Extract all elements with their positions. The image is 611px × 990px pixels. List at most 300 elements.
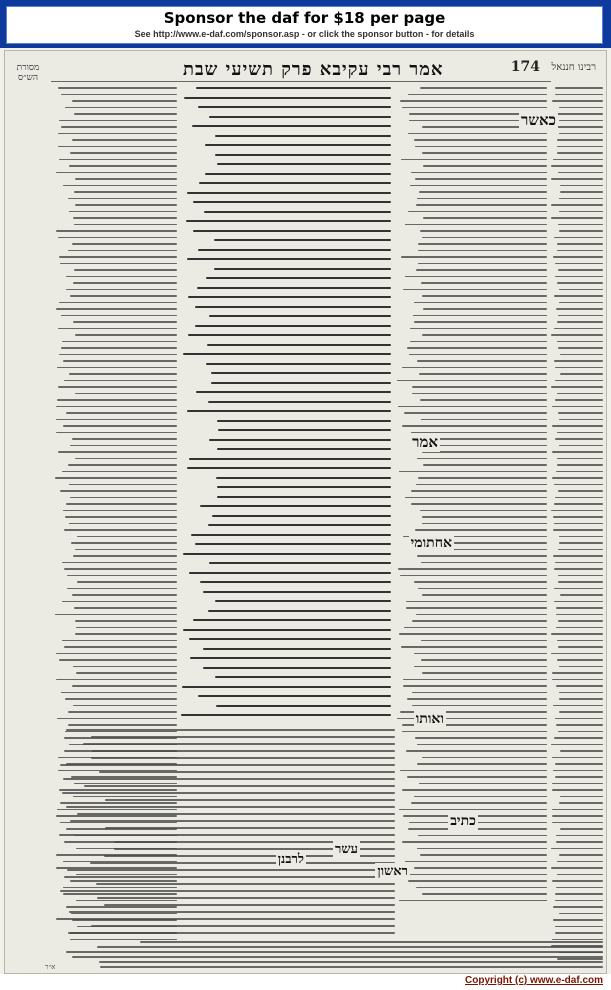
- sponsor-subtitle[interactable]: See http://www.e-daf.com/sponsor.asp - or click the sponsor button - for details: [134, 29, 475, 39]
- text-line: [559, 802, 603, 804]
- text-line: [195, 306, 391, 308]
- text-line: [553, 159, 603, 161]
- text-line: [75, 633, 177, 635]
- text-line: [217, 420, 391, 422]
- text-line: [60, 764, 395, 766]
- text-line: [553, 529, 603, 531]
- text-line: [559, 419, 603, 421]
- text-line: [91, 736, 395, 738]
- text-line: [75, 549, 177, 551]
- text-line: [551, 848, 603, 850]
- text-line: [553, 555, 603, 557]
- text-line: [65, 107, 177, 109]
- text-line: [400, 100, 547, 102]
- text-line: [398, 874, 547, 876]
- text-line: [552, 815, 603, 817]
- text-line: [554, 237, 603, 239]
- text-line: [200, 581, 391, 583]
- text-line: [410, 341, 547, 343]
- text-line: [59, 354, 177, 356]
- bottom-notes: [55, 939, 603, 969]
- text-line: [75, 178, 177, 180]
- text-line: [402, 731, 547, 733]
- text-line: [422, 672, 547, 674]
- text-line: [215, 135, 391, 137]
- text-line: [555, 776, 603, 778]
- text-line: [551, 386, 603, 388]
- text-line: [557, 659, 603, 661]
- text-line: [414, 139, 547, 141]
- text-line: [74, 269, 177, 271]
- text-line: [209, 562, 391, 564]
- text-line: [558, 575, 603, 577]
- text-line: [414, 653, 547, 655]
- text-line: [217, 448, 391, 450]
- text-line: [555, 893, 603, 895]
- word-amar: אמר: [412, 433, 438, 451]
- text-line: [423, 308, 547, 310]
- text-line: [557, 458, 603, 460]
- text-line: [55, 477, 177, 479]
- text-line: [559, 289, 603, 291]
- text-line: [423, 165, 547, 167]
- rashi-column: [397, 85, 547, 905]
- text-line: [421, 282, 547, 284]
- text-line: [400, 575, 547, 577]
- word-ktiv: כתיב: [450, 813, 476, 829]
- text-line: [402, 107, 547, 109]
- text-line: [77, 536, 177, 538]
- text-line: [403, 679, 547, 681]
- text-line: [418, 588, 547, 590]
- text-line: [57, 399, 177, 401]
- text-line: [56, 679, 177, 681]
- text-line: [397, 380, 547, 382]
- text-line: [555, 497, 603, 499]
- text-line: [203, 591, 391, 593]
- header-masoret-label: מסורת הש״ס: [16, 63, 40, 83]
- text-line: [558, 490, 603, 492]
- text-line: [556, 627, 603, 629]
- text-line: [399, 633, 547, 635]
- text-line: [553, 906, 603, 908]
- text-line: [560, 191, 603, 193]
- sponsor-banner[interactable]: [0, 0, 611, 48]
- text-line: [554, 588, 603, 590]
- text-line: [559, 230, 603, 232]
- text-line: [558, 224, 603, 226]
- text-line: [67, 575, 177, 577]
- text-line: [551, 204, 603, 206]
- text-line: [188, 334, 391, 336]
- text-line: [59, 302, 177, 304]
- text-line: [69, 373, 177, 375]
- text-line: [559, 211, 603, 213]
- text-line: [211, 382, 391, 384]
- text-line: [68, 932, 395, 934]
- text-line: [73, 666, 177, 668]
- text-line: [66, 503, 177, 505]
- text-line: [73, 705, 177, 707]
- text-line: [90, 862, 395, 864]
- text-line: [551, 867, 603, 869]
- text-line: [402, 425, 547, 427]
- text-line: [76, 627, 177, 629]
- text-line: [559, 542, 603, 544]
- text-line: [413, 315, 547, 317]
- text-line: [420, 854, 547, 856]
- text-line: [74, 607, 177, 609]
- text-line: [551, 653, 603, 655]
- text-line: [417, 360, 547, 362]
- text-line: [420, 87, 547, 89]
- text-line: [203, 667, 391, 669]
- text-line: [555, 562, 603, 564]
- text-line: [196, 391, 391, 393]
- text-line: [62, 640, 177, 642]
- text-line: [552, 126, 603, 128]
- text-line: [193, 619, 391, 621]
- text-line: [209, 315, 391, 317]
- text-line: [205, 144, 391, 146]
- text-line: [553, 516, 603, 518]
- text-line: [559, 445, 603, 447]
- text-line: [412, 705, 547, 707]
- text-line: [405, 497, 547, 499]
- text-line: [417, 458, 547, 460]
- text-line: [56, 172, 177, 174]
- text-line: [551, 510, 603, 512]
- footer-bar: [0, 974, 611, 990]
- text-line: [100, 966, 603, 968]
- text-line: [58, 237, 177, 239]
- text-line: [181, 714, 391, 716]
- text-line: [211, 372, 391, 374]
- text-line: [398, 406, 547, 408]
- word-rishon: ראשון: [377, 864, 408, 879]
- text-line: [556, 471, 603, 473]
- word-veoto: ואותו: [415, 711, 444, 727]
- text-line: [417, 848, 547, 850]
- text-line: [407, 698, 547, 700]
- text-line: [560, 796, 603, 798]
- text-line: [557, 861, 603, 863]
- text-line: [190, 657, 391, 659]
- text-line: [558, 172, 603, 174]
- text-line: [193, 230, 391, 232]
- text-line: [556, 887, 603, 889]
- text-line: [559, 133, 603, 135]
- text-line: [61, 94, 177, 96]
- text-line: [552, 451, 603, 453]
- header-page-number: 174: [510, 59, 540, 75]
- text-line: [560, 594, 603, 596]
- text-line: [183, 353, 391, 355]
- talmud-page: [4, 50, 607, 974]
- text-line: [58, 146, 177, 148]
- text-line: [553, 919, 603, 921]
- text-line: [65, 516, 177, 518]
- text-line: [422, 334, 547, 336]
- text-line: [555, 94, 603, 96]
- text-line: [419, 373, 547, 375]
- text-line: [410, 185, 547, 187]
- masoret-margin: [9, 85, 51, 945]
- text-line: [401, 256, 547, 258]
- text-line: [403, 289, 547, 291]
- text-line: [559, 120, 603, 122]
- text-line: [422, 295, 547, 297]
- text-line: [104, 904, 395, 906]
- text-line: [551, 178, 603, 180]
- text-line: [422, 757, 547, 759]
- text-line: [551, 113, 603, 115]
- page-header: [5, 59, 606, 81]
- text-line: [63, 360, 177, 362]
- text-line: [96, 883, 395, 885]
- text-line: [67, 869, 395, 871]
- text-line: [417, 555, 547, 557]
- text-line: [70, 497, 177, 499]
- text-line: [217, 496, 391, 498]
- text-line: [558, 620, 603, 622]
- text-line: [215, 676, 391, 678]
- text-line: [551, 334, 603, 336]
- text-line: [559, 711, 603, 713]
- text-line: [405, 224, 547, 226]
- text-line: [557, 640, 603, 642]
- text-line: [73, 555, 177, 557]
- text-line: [554, 328, 603, 330]
- text-line: [552, 477, 603, 479]
- text-line: [56, 308, 177, 310]
- text-line: [64, 568, 177, 570]
- text-line: [559, 107, 603, 109]
- text-line: [58, 87, 177, 89]
- sponsor-box[interactable]: [6, 6, 603, 44]
- text-line: [414, 796, 547, 798]
- text-line: [70, 820, 395, 822]
- text-line: [56, 918, 395, 920]
- text-line: [402, 789, 547, 791]
- text-line: [56, 406, 177, 408]
- text-line: [72, 438, 177, 440]
- text-line: [74, 191, 177, 193]
- text-line: [189, 572, 391, 574]
- text-line: [67, 588, 177, 590]
- text-line: [199, 182, 391, 184]
- text-line: [559, 198, 603, 200]
- text-line: [218, 429, 391, 431]
- text-line: [554, 737, 603, 739]
- text-line: [411, 802, 547, 804]
- text-line: [404, 627, 547, 629]
- text-line: [206, 277, 391, 279]
- text-line: [558, 646, 603, 648]
- text-line: [196, 87, 391, 89]
- text-line: [62, 341, 177, 343]
- text-line: [408, 133, 547, 135]
- text-line: [554, 568, 604, 570]
- text-line: [559, 666, 603, 668]
- text-line: [399, 900, 547, 902]
- text-line: [97, 946, 603, 948]
- text-line: [552, 809, 603, 811]
- text-line: [420, 510, 547, 512]
- text-line: [416, 614, 547, 616]
- text-line: [217, 486, 391, 488]
- word-lerabanan: לרבנן: [277, 852, 304, 867]
- text-line: [69, 911, 395, 913]
- text-line: [71, 542, 177, 544]
- text-line: [403, 685, 547, 687]
- text-line: [417, 198, 547, 200]
- text-line: [73, 282, 177, 284]
- text-line: [217, 163, 391, 165]
- text-line: [203, 648, 391, 650]
- text-line: [421, 562, 547, 564]
- text-line: [559, 854, 603, 856]
- text-line: [557, 464, 603, 466]
- text-line: [554, 601, 603, 603]
- text-line: [212, 515, 391, 517]
- text-line: [68, 198, 177, 200]
- text-line: [401, 159, 547, 161]
- text-line: [557, 139, 603, 141]
- text-line: [56, 653, 177, 655]
- header-title: אמר רבי עקיבא פרק תשיעי שבת: [183, 59, 444, 80]
- text-line: [556, 685, 603, 687]
- copyright-link[interactable]: Copyright (c) www.e-daf.com: [465, 975, 603, 986]
- text-line: [422, 451, 547, 453]
- text-line: [97, 897, 395, 899]
- text-line: [418, 263, 547, 265]
- text-line: [557, 874, 603, 876]
- text-line: [557, 250, 603, 252]
- sponsor-title[interactable]: Sponsor the daf for $18 per page: [163, 9, 446, 27]
- text-line: [418, 477, 547, 479]
- text-line: [399, 471, 547, 473]
- text-line: [58, 328, 177, 330]
- text-line: [423, 217, 547, 219]
- main-text-column: [181, 85, 391, 725]
- text-line: [60, 890, 395, 892]
- text-line: [402, 367, 547, 369]
- text-line: [555, 900, 603, 902]
- text-line: [66, 951, 603, 953]
- text-line: [558, 581, 603, 583]
- text-line: [423, 464, 547, 466]
- text-line: [411, 503, 547, 505]
- text-line: [400, 770, 547, 772]
- text-line: [557, 152, 603, 154]
- text-line: [414, 321, 547, 323]
- text-line: [554, 360, 603, 362]
- text-line: [183, 553, 391, 555]
- lower-commentary-block: [55, 727, 395, 937]
- text-line: [559, 698, 603, 700]
- text-line: [558, 731, 603, 733]
- text-line: [62, 601, 177, 603]
- text-line: [557, 321, 603, 323]
- text-line: [416, 269, 547, 271]
- text-line: [61, 692, 177, 694]
- text-line: [77, 813, 395, 815]
- text-line: [551, 165, 603, 167]
- text-line: [555, 263, 603, 265]
- text-line: [420, 230, 547, 232]
- text-line: [72, 139, 177, 141]
- text-line: [216, 705, 391, 707]
- text-line: [68, 464, 177, 466]
- text-line: [422, 152, 547, 154]
- text-line: [416, 887, 547, 889]
- text-line: [208, 401, 391, 403]
- text-line: [409, 354, 547, 356]
- text-line: [63, 510, 177, 512]
- text-line: [77, 581, 177, 583]
- text-line: [558, 315, 603, 317]
- text-line: [66, 806, 395, 808]
- text-line: [408, 94, 547, 96]
- text-line: [59, 834, 395, 836]
- text-line: [69, 165, 177, 167]
- text-line: [83, 743, 395, 745]
- text-line: [555, 763, 603, 765]
- text-line: [215, 154, 391, 156]
- text-line: [552, 425, 603, 427]
- text-line: [406, 750, 547, 752]
- text-line: [75, 458, 177, 460]
- text-line: [56, 432, 177, 434]
- text-line: [187, 467, 391, 469]
- text-line: [553, 705, 603, 707]
- text-line: [66, 289, 177, 291]
- text-line: [555, 932, 603, 934]
- text-line: [63, 778, 395, 780]
- text-line: [56, 230, 177, 232]
- text-line: [75, 204, 177, 206]
- text-line: [418, 835, 547, 837]
- text-line: [66, 412, 177, 414]
- text-line: [205, 173, 391, 175]
- text-line: [73, 321, 177, 323]
- text-line: [61, 315, 177, 317]
- text-line: [556, 308, 603, 310]
- text-line: [422, 516, 547, 518]
- text-line: [183, 629, 391, 631]
- page-marker: א״ר: [45, 963, 56, 971]
- text-line: [59, 659, 177, 661]
- text-line: [66, 729, 395, 731]
- text-line: [412, 620, 547, 622]
- text-line: [552, 822, 603, 824]
- text-line: [553, 256, 603, 258]
- text-line: [552, 783, 603, 785]
- text-line: [209, 439, 391, 441]
- text-line: [398, 568, 547, 570]
- text-line: [554, 484, 603, 486]
- text-line: [215, 600, 391, 602]
- text-line: [410, 328, 547, 330]
- text-line: [209, 116, 391, 118]
- text-line: [411, 172, 547, 174]
- text-line: [198, 249, 391, 251]
- text-line: [414, 302, 547, 304]
- text-line: [70, 445, 177, 447]
- text-line: [105, 827, 395, 829]
- text-line: [66, 276, 177, 278]
